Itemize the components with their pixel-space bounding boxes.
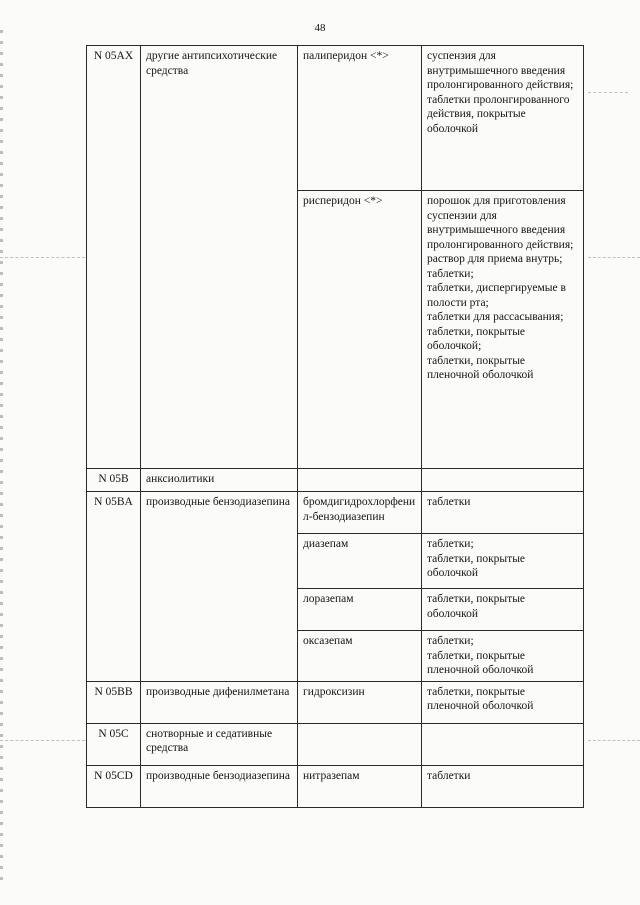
group-name: производные дифенилметана [141, 681, 298, 723]
table-row [87, 469, 584, 492]
drug-name: диазепам [298, 534, 422, 589]
drug-table [86, 45, 584, 808]
scan-edge-marks [0, 30, 3, 880]
dosage-forms: порошок для приготовления суспензии для внутримышечного введения пролонгированного действия; раствор для приема внутрь; таблетки; таблетки, диспергируемые в полости рта; таблетки для рассасывания; таблетки, покрытые оболочкой; таблетки, покрытые пленочной оболочкой [422, 191, 584, 469]
atc-code: N 05B [87, 469, 141, 492]
drug-name: палиперидон <*> [298, 46, 422, 191]
scan-artifact-line [0, 740, 85, 741]
scan-artifact-line [588, 92, 628, 93]
drug-name: бромдигидрохлорфенил-бензодиазепин [298, 492, 422, 534]
atc-code: N 05C [87, 723, 141, 765]
dosage-forms: таблетки [422, 492, 584, 534]
scan-artifact-line [0, 257, 85, 258]
dosage-forms: таблетки [422, 765, 584, 807]
dosage-forms: таблетки; таблетки, покрытые пленочной оболочкой [422, 631, 584, 682]
group-name: производные бензодиазепина [141, 492, 298, 682]
drug-name [298, 469, 422, 492]
drug-name: оксазепам [298, 631, 422, 682]
table-row [87, 681, 584, 723]
dosage-forms: таблетки; таблетки, покрытые оболочкой [422, 534, 584, 589]
table-row [87, 492, 584, 534]
group-name: анксиолитики [141, 469, 298, 492]
drug-name: рисперидон <*> [298, 191, 422, 469]
page-number: 48 [314, 22, 326, 34]
table-row [87, 46, 584, 191]
dosage-forms [422, 469, 584, 492]
atc-code: N 05CD [87, 765, 141, 807]
drug-name: лоразепам [298, 589, 422, 631]
atc-code: N 05BA [87, 492, 141, 682]
drug-name: гидроксизин [298, 681, 422, 723]
table-row [87, 723, 584, 765]
dosage-forms: суспензия для внутримышечного введения пролонгированного действия; таблетки пролонгированного действия, покрытые оболочкой [422, 46, 584, 191]
scan-artifact-line [588, 740, 640, 741]
atc-code: N 05BB [87, 681, 141, 723]
scan-artifact-line [588, 257, 640, 258]
atc-code: N 05AX [87, 46, 141, 469]
dosage-forms: таблетки, покрытые пленочной оболочкой [422, 681, 584, 723]
group-name: другие антипсихотические средства [141, 46, 298, 469]
drug-name: нитразепам [298, 765, 422, 807]
table-row [87, 765, 584, 807]
drug-name [298, 723, 422, 765]
dosage-forms [422, 723, 584, 765]
group-name: производные бензодиазепина [141, 765, 298, 807]
dosage-forms: таблетки, покрытые оболочкой [422, 589, 584, 631]
group-name: снотворные и седативные средства [141, 723, 298, 765]
